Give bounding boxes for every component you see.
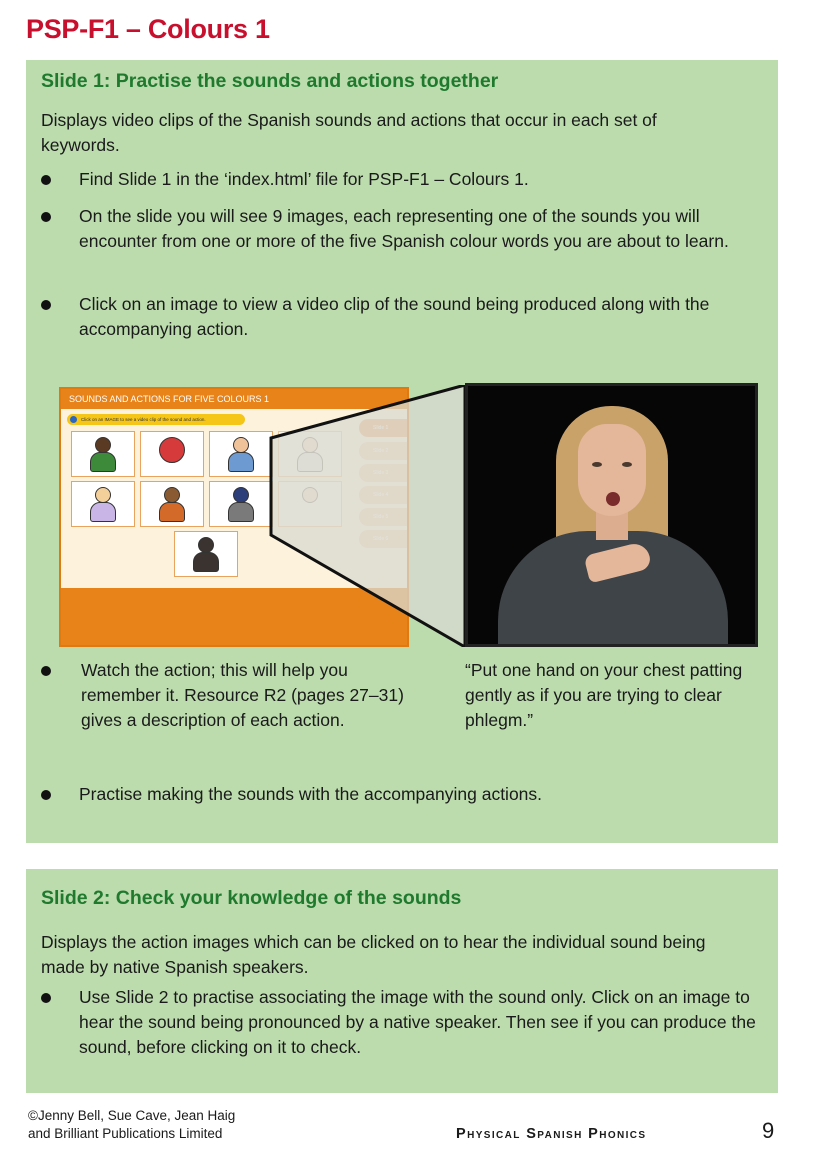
sound-image-thumbnail[interactable] xyxy=(140,481,204,527)
bullet-icon xyxy=(41,666,51,676)
slide1-intro: Displays video clips of the Spanish sounds and actions that occur in each set of keywords. xyxy=(41,110,657,155)
page-title: PSP-F1 – Colours 1 xyxy=(26,14,270,44)
slide-screenshot-instruction-text: Click on an IMAGE to see a video clip of the sound and action. xyxy=(81,417,206,422)
list-item xyxy=(41,658,411,733)
slide1-panel xyxy=(26,60,778,843)
slide2-heading: Slide 2: Check your knowledge of the sounds xyxy=(41,887,462,909)
bullet-text: Watch the action; this will help you remember it. Resource R2 (pages 27–31) gives a description of each action. xyxy=(81,660,404,730)
bullet-icon xyxy=(41,790,51,800)
copyright-line: and Brilliant Publications Limited xyxy=(28,1126,223,1141)
page-number: 9 xyxy=(762,1118,775,1143)
list-item xyxy=(41,204,761,254)
zoom-callout xyxy=(269,385,469,647)
bullet-text: On the slide you will see 9 images, each representing one of the sounds you will encounter from one or more of the five Spanish colour words you are about to learn. xyxy=(79,206,729,251)
sound-image-thumbnail[interactable] xyxy=(174,531,238,577)
bullet-icon xyxy=(41,212,51,222)
sound-image-thumbnail[interactable] xyxy=(209,481,273,527)
bullet-text: Practise making the sounds with the accompanying actions. xyxy=(79,784,543,804)
action-quote: “Put one hand on your chest patting gently as if you are trying to clear phlegm.” xyxy=(465,660,743,730)
slide1-heading: Slide 1: Practise the sounds and actions together xyxy=(41,70,499,92)
copyright-line: ©Jenny Bell, Sue Cave, Jean Haig xyxy=(28,1108,236,1123)
series-title: Physical Spanish Phonics xyxy=(456,1126,647,1142)
slide2-intro: Displays the action images which can be clicked on to hear the individual sound being made by native Spanish speakers. xyxy=(41,932,706,977)
slide-screenshot-title: SOUNDS AND ACTIONS FOR FIVE COLOURS 1 xyxy=(61,389,407,409)
sound-image-thumbnail[interactable] xyxy=(140,431,204,477)
copyright xyxy=(28,1107,235,1143)
bullet-icon xyxy=(41,993,51,1003)
list-item xyxy=(41,985,771,1060)
sound-image-thumbnail[interactable] xyxy=(209,431,273,477)
bullet-text: Find Slide 1 in the ‘index.html’ file for PSP-F1 – Colours 1. xyxy=(79,169,529,189)
list-item xyxy=(41,167,761,192)
list-item xyxy=(41,292,741,342)
sound-image-thumbnail[interactable] xyxy=(71,481,135,527)
list-item xyxy=(41,782,761,807)
bullet-icon xyxy=(41,175,51,185)
bullet-icon xyxy=(41,300,51,310)
slide2-panel xyxy=(26,869,778,1093)
sound-image-thumbnail[interactable] xyxy=(71,431,135,477)
bullet-text: Click on an image to view a video clip of the sound being produced along with the accompanying action. xyxy=(79,294,710,339)
bullet-text: Use Slide 2 to practise associating the image with the sound only. Click on an image to hear the sound being pronounced by a native speaker. Then see if you can produce the sound, before clicking on it to check. xyxy=(79,987,756,1057)
slide-screenshot-instruction xyxy=(67,414,245,425)
video-still xyxy=(465,383,758,647)
info-icon xyxy=(70,416,77,423)
